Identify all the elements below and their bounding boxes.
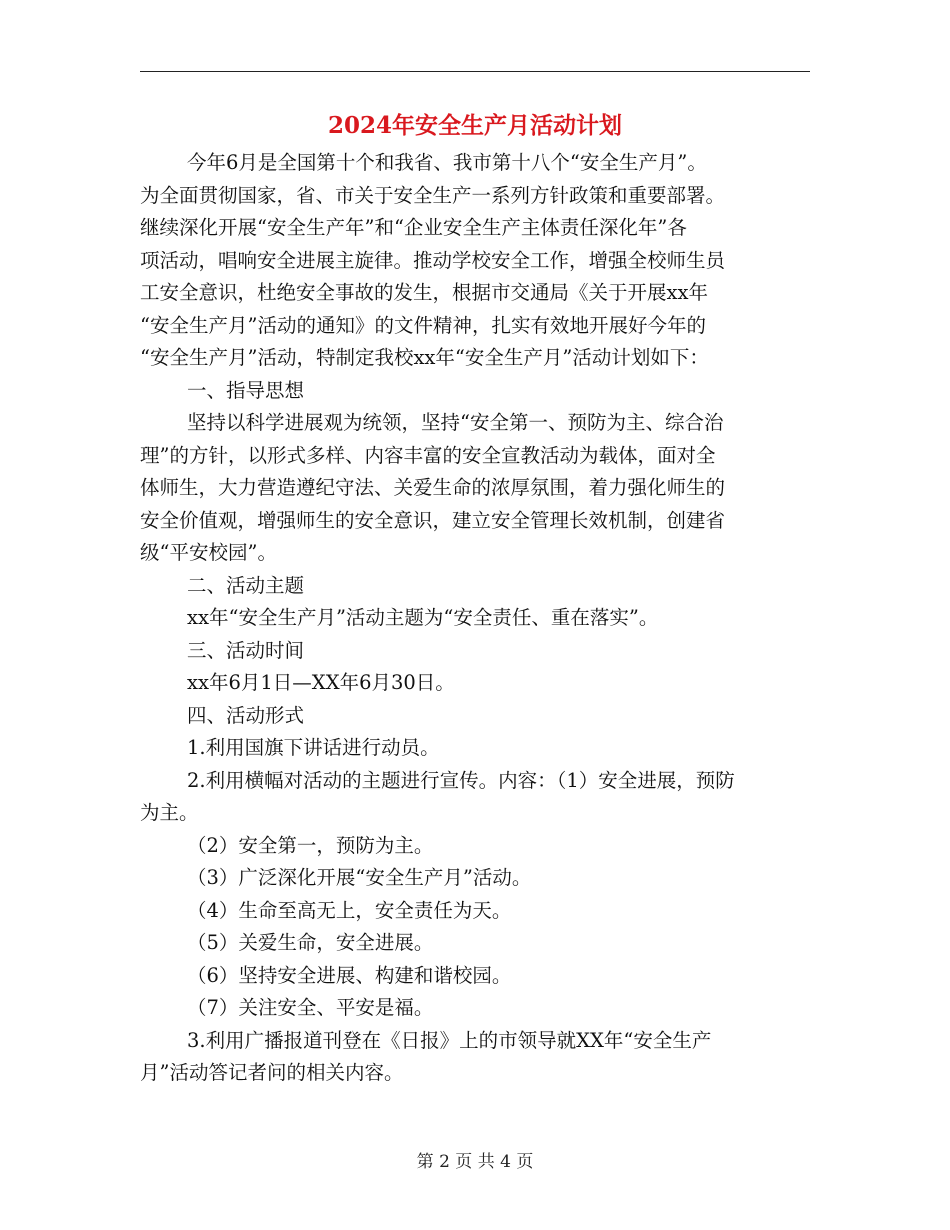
paragraph-line: 三、活动时间 xyxy=(187,638,305,662)
paragraph-line: 继续深化开展“安全生产年”和“企业安全生产主体责任深化年”各 xyxy=(140,216,687,239)
paragraph-line: 二、活动主题 xyxy=(187,573,305,597)
paragraph-line: 3.利用广播报道刊登在《日报》上的市领导就XX年“安全生产 xyxy=(187,1028,712,1052)
paragraph-line: 体师生，大力营造遵纪守法、关爱生命的浓厚氛围，着力强化师生的 xyxy=(140,476,726,499)
paragraph-line: （3）广泛深化开展“安全生产月”活动。 xyxy=(187,866,532,889)
paragraph-line: 四、活动形式 xyxy=(187,703,305,727)
document-title: 2024年安全生产月活动计划 xyxy=(327,112,622,139)
paragraph-line: 2.利用横幅对活动的主题进行宣传。内容：（1）安全进展，预防 xyxy=(187,768,735,792)
paragraph-line: （4）生命至高无上，安全责任为天。 xyxy=(187,898,512,922)
paragraph-line: 一、指导思想 xyxy=(187,378,305,402)
paragraph-line: 级“平安校园”。 xyxy=(140,541,277,564)
paragraph-line: “安全生产月”活动的通知》的文件精神，扎实有效地开展好今年的 xyxy=(140,313,706,337)
paragraph-line: 为全面贯彻国家，省、市关于安全生产一系列方针政策和重要部署。 xyxy=(140,183,726,207)
paragraph-line: 理”的方针，以形式多样、内容丰富的安全宣教活动为载体，面对全 xyxy=(140,443,716,467)
paragraph-line: （6）坚持安全进展、构建和谐校园。 xyxy=(187,963,512,987)
paragraph-line: 1.利用国旗下讲话进行动员。 xyxy=(187,736,440,759)
paragraph-line: 安全价值观，增强师生的安全意识，建立安全管理长效机制，创建省 xyxy=(140,508,726,532)
paragraph-line: （7）关注安全、平安是福。 xyxy=(187,996,434,1019)
paragraph-line: 坚持以科学进展观为统领，坚持“安全第一、预防为主、综合治 xyxy=(187,411,724,434)
paragraph-line: xx年6月1日—XX年6月30日。 xyxy=(187,671,455,694)
document-body xyxy=(140,147,810,1090)
paragraph-line: 工安全意识，杜绝安全事故的发生，根据市交通局《关于开展xx年 xyxy=(140,281,708,304)
paragraph-line: 为主。 xyxy=(140,801,199,824)
paragraph-line: “安全生产月”活动，特制定我校xx年“安全生产月”活动计划如下： xyxy=(140,346,709,369)
paragraph-line: （5）关爱生命，安全进展。 xyxy=(187,931,434,954)
header-rule xyxy=(140,71,810,72)
paragraph-line: （2）安全第一，预防为主。 xyxy=(187,833,434,857)
paragraph-line: 项活动，唱响安全进展主旋律。推动学校安全工作，增强全校师生员 xyxy=(140,248,726,272)
paragraph-line: xx年“安全生产月”活动主题为“安全责任、重在落实”。 xyxy=(187,606,659,629)
paragraph-line: 月”活动答记者问的相关内容。 xyxy=(140,1061,404,1084)
paragraph-line: 今年6月是全国第十个和我省、我市第十八个“安全生产月”。 xyxy=(187,151,707,174)
page-number: 第 2 页 共 4 页 xyxy=(416,1152,534,1172)
